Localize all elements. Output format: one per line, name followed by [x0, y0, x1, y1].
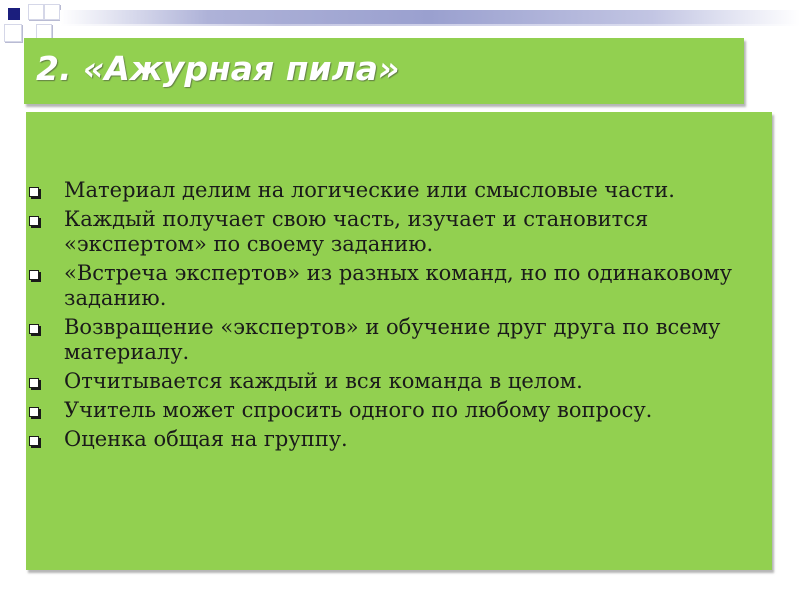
decorative-square: [44, 4, 60, 20]
decorative-top-bar: [60, 10, 800, 24]
list-item-text: Отчитывается каждый и вся команда в целом.: [64, 369, 583, 393]
list-item: [26, 398, 772, 423]
decorative-square: [28, 4, 44, 20]
content-box: [26, 112, 772, 570]
slide-title: 2. «Ажурная пила»: [36, 49, 400, 88]
list-item: [26, 369, 772, 394]
decorative-square: [4, 24, 22, 42]
list-item-text: Материал делим на логические или смысловые части.: [64, 178, 675, 202]
decorative-top-line: [60, 24, 800, 26]
hollow-square-bullet-icon: [29, 216, 39, 226]
list-item: [26, 261, 772, 311]
list-item: [26, 315, 772, 365]
hollow-square-bullet-icon: [29, 436, 39, 446]
list-item-text: Учитель может спросить одного по любому вопросу.: [64, 398, 653, 422]
hollow-square-bullet-icon: [29, 407, 39, 417]
decorative-square-dark: [8, 8, 20, 20]
hollow-square-bullet-icon: [29, 187, 39, 197]
list-item: [26, 207, 772, 257]
list-item: [26, 178, 772, 203]
bullet-list: [26, 178, 772, 456]
hollow-square-bullet-icon: [29, 270, 39, 280]
list-item-text: Оценка общая на группу.: [64, 427, 348, 451]
list-item: [26, 427, 772, 452]
hollow-square-bullet-icon: [29, 378, 39, 388]
list-item-text: «Встреча экспертов» из разных команд, но по одинаковому заданию.: [64, 261, 733, 310]
list-item-text: Каждый получает свою часть, изучает и становится «экспертом» по своему заданию.: [64, 207, 649, 256]
hollow-square-bullet-icon: [29, 324, 39, 334]
list-item-text: Возвращение «экспертов» и обучение друг друга по всему материалу.: [64, 315, 721, 364]
title-box: [24, 38, 744, 104]
